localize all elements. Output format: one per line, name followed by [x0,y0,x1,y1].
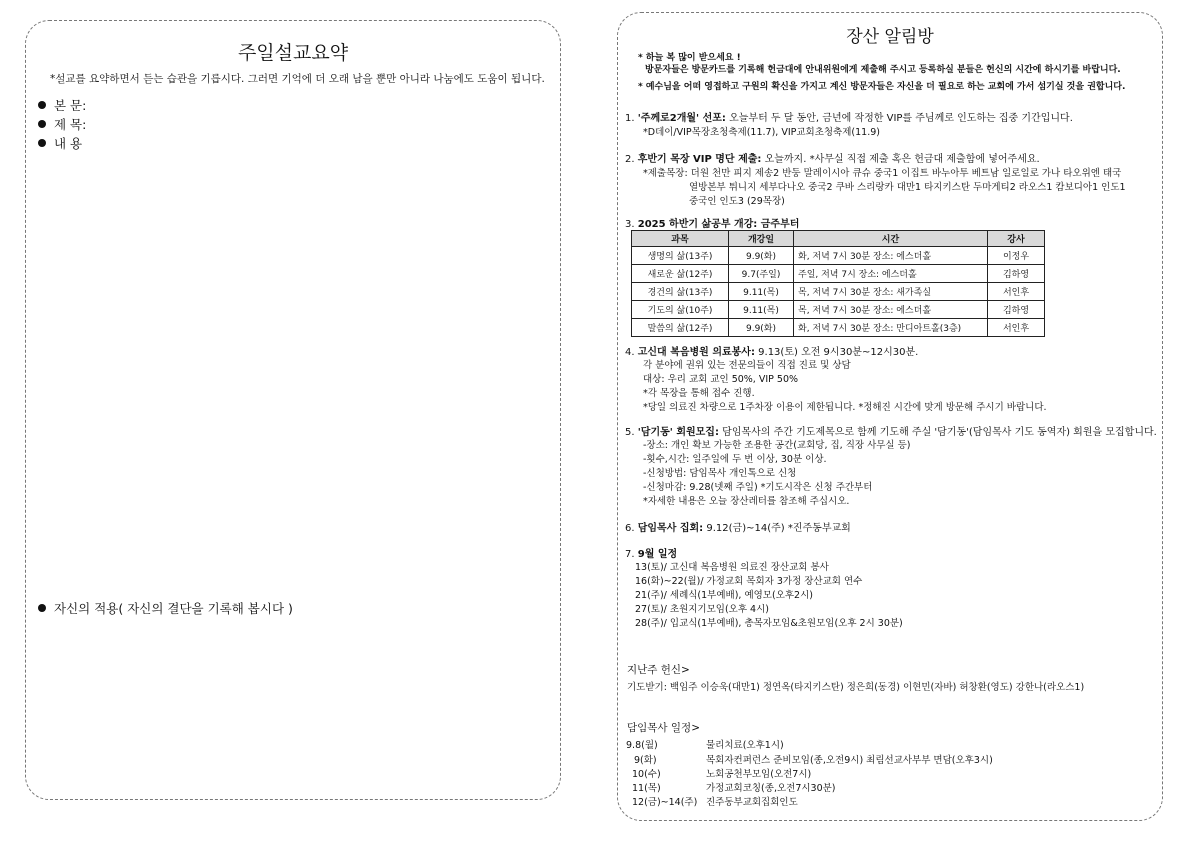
table-cell: 9.9(화) [729,247,794,265]
greeting-line: * 하늘 복 많이 받으세요 ! [638,53,741,63]
table-row [632,283,1045,301]
notice-item-1-sub: *D데이/VIP목장초청축제(11.7), VIP교회초청축제(11.9) [643,127,880,138]
notice-title: 장산 알림방 [846,27,934,47]
notice-item-2-line2: 열방본부 튀니지 세부다나오 중국2 쿠바 스리랑카 대만1 타지키스탄 두마게티2 라오스1 캄보디아1 인도1 [689,182,1126,193]
table-cell: 9.7(주일) [729,265,794,283]
notice-item-6: 6. 담임목사 집회: 9.12(금)~14(주) *진주동부교회 [625,523,851,534]
list-item: 21(주)/ 세례식(1부예배), 예영모(오후2시) [635,590,813,601]
visitor-card-notice: 방문자들은 방문카드를 기록해 헌금대에 안내위원에게 제출해 주시고 등록하실 분들은 헌신의 시간에 하시기를 바랍니다. [645,65,1121,75]
schedule-event: 물리치료(오후1시) [706,740,784,751]
table-cell: 서인후 [988,283,1045,301]
pastor-schedule-heading: 담임목사 일정> [627,722,700,734]
notice-item-4-line4: *당일 의료진 차량으로 1주차장 이용이 제한됩니다. *정해진 시간에 맞게 방문해 주시기 바랍니다. [643,402,1047,413]
schedule-date: 9(화) [634,755,657,766]
schedule-date: 9.8(월) [626,740,658,751]
life-study-table [631,230,1045,337]
notice-item-2-line1: *제출목장: 더원 천만 피지 제송2 반둥 말레이시아 큐슈 중국1 이집트 바누아투 베트남 일로일로 가나 타오위엔 태국 [643,168,1122,179]
field-title: 제 목: [38,115,86,133]
sermon-title: 주일설교요약 [237,42,349,64]
table-cell: 김하영 [988,265,1045,283]
table-cell: 생명의 삶(13주) [632,247,729,265]
notice-item-2: 2. 후반기 목장 VIP 명단 제출: 오늘까지. *사무실 직접 제출 혹은 헌금대 제출함에 넣어주세요. [625,154,1040,165]
table-row [632,319,1045,337]
sermon-summary-panel [25,20,561,800]
table-cell: 기도의 삶(10주) [632,301,729,319]
table-cell: 9.9(화) [729,319,794,337]
schedule-date: 12(금)~14(주) [632,797,698,808]
table-cell: 서인후 [988,319,1045,337]
field-application: 자신의 적용( 자신의 결단을 기록해 봅시다 ) [38,599,293,617]
notice-item-5-line3: -신청방법: 담임목사 개인톡으로 신청 [643,468,797,479]
table-cell: 이정우 [988,247,1045,265]
table-row [632,301,1045,319]
schedule-event: 진주동부교회집회인도 [706,797,798,808]
notice-item-1: 1. '주께로2개월' 선포: 오늘부터 두 달 동안, 금년에 작정한 VIP를 주님께로 인도하는 집중 기간입니다. [625,113,1073,124]
bullet-icon [38,120,46,128]
table-header: 개강일 [729,231,794,247]
schedule-event: 노회공천부모임(오전7시) [706,769,812,780]
notice-item-4: 4. 고신대 복음병원 의료봉사: 9.13(토) 오전 9시30분~12시30분. [625,347,919,358]
notice-item-3: 3. 2025 하반기 삶공부 개강: 금주부터 [625,219,800,230]
table-cell: 목, 저녁 7시 30분 장소: 새가족실 [794,283,988,301]
schedule-event: 목회자컨퍼런스 준비모임(종,오전9시) 최림선교사부부 면담(오후3시) [706,755,993,766]
table-header-row [632,231,1045,247]
offering-heading: 지난주 헌신> [627,664,690,676]
table-header: 시간 [794,231,988,247]
notice-item-5-line5: *자세한 내용은 오늘 장산레터를 참조해 주십시오. [643,496,850,507]
table-cell: 경건의 삶(13주) [632,283,729,301]
table-cell: 새로운 삶(12주) [632,265,729,283]
table-cell: 김하영 [988,301,1045,319]
notice-item-7: 7. 9월 일정 [625,549,678,560]
table-cell: 화, 저녁 7시 30분 장소: 에스더홀 [794,247,988,265]
table-cell: 말씀의 삶(12주) [632,319,729,337]
schedule-date: 10(수) [632,769,661,780]
notice-item-5-line2: -횟수,시간: 일주일에 두 번 이상, 30분 이상. [643,454,827,465]
list-item: 28(주)/ 입교식(1부예배), 총목자모임&초원모임(오후 2시 30분) [635,618,903,629]
offering-text: 기도받기: 백임주 이승욱(대만1) 정연옥(타지키스탄) 정은희(동경) 이현민(자바) 허창환(영도) 강한나(라오스1) [627,682,1085,693]
table-cell: 주일, 저녁 7시 장소: 에스더홀 [794,265,988,283]
table-cell: 9.11(목) [729,283,794,301]
notice-item-5: 5. '담기동' 회원모집: 담임목사의 주간 기도제목으로 함께 기도해 주실 '담기동'(담임목사 기도 동역자) 회원을 모집합니다. [625,427,1157,438]
notice-item-4-line3: *각 목장을 통해 접수 진행. [643,388,755,399]
schedule-date: 11(목) [632,783,661,794]
bullet-icon [38,604,46,612]
sermon-subtitle: *설교를 요약하면서 듣는 습관을 기릅시다. 그러면 기억에 더 오래 남을 뿐만 아니라 나눔에도 도움이 됩니다. [50,73,545,85]
list-item: 27(토)/ 초원지기모임(오후 4시) [635,604,769,615]
notice-item-5-line4: -신청마감: 9.28(넷째 주일) *기도시작은 신청 주간부터 [643,482,873,493]
list-item: 16(화)~22(월)/ 가정교회 목회자 3가정 장산교회 연수 [635,576,863,587]
table-cell: 목, 저녁 7시 30분 장소: 에스더홀 [794,301,988,319]
visitor-recommend-notice: * 예수님을 어떠 영접하고 구원의 확신을 가지고 계신 방문자들은 자신을 더 필요로 하는 교회에 가서 섬기실 것을 권합니다. [638,82,1126,92]
table-cell: 9.11(목) [729,301,794,319]
notice-item-5-line1: -장소: 개인 확보 가능한 조용한 공간(교회당, 집, 직장 사무실 등) [643,440,911,451]
bullet-icon [38,101,46,109]
table-row [632,247,1045,265]
notice-item-2-line3: 중국인 인도3 (29목장) [689,196,785,207]
schedule-event: 가정교회코칭(종,오전7시30분) [706,783,836,794]
notice-item-4-line2: 대상: 우리 교회 교인 50%, VIP 50% [643,374,799,385]
bullet-icon [38,139,46,147]
field-content: 내 용 [38,134,82,152]
notice-item-4-line1: 각 분야에 권위 있는 전문의들이 직접 진료 및 상담 [643,360,851,371]
field-text: 본 문: [38,96,86,114]
table-row [632,265,1045,283]
table-cell: 화, 저녁 7시 30분 장소: 만디아트홀(3층) [794,319,988,337]
notice-panel [617,12,1163,821]
table-header: 강사 [988,231,1045,247]
table-header: 과목 [632,231,729,247]
list-item: 13(토)/ 고신대 복음병원 의료진 장산교회 봉사 [635,562,829,573]
